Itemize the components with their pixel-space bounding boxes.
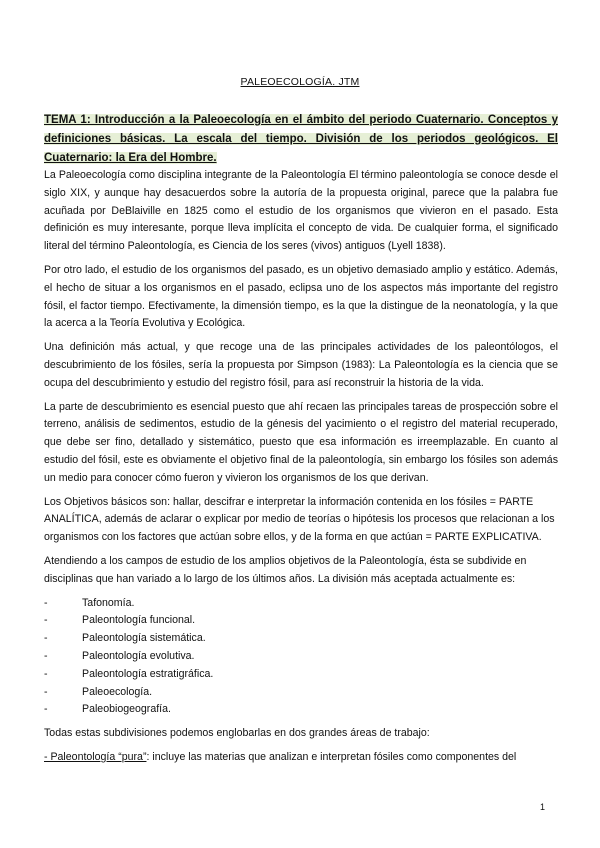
list-marker: - bbox=[44, 596, 48, 609]
list-item-text: Paleontología sistemática. bbox=[82, 632, 206, 645]
paragraph-definition: La Paleoecología como disciplina integrante de la Paleontología El término paleontología se conoce desde el siglo XIX, y aunque hay desacuerdos sobre la autoría de la propuesta original, parece que la palabra fue acuñada por DeBlaiville en 1825 como el estudio de los organismos que vivieron en el pasado. Esta definición es muy interesante, porque lleva implícita el concepto de vida. De cualquier forma, el significado literal del término Paleontología, es Ciencia de los seres (vivos) antiguos (Lyell 1838). bbox=[44, 169, 558, 253]
list-item-text: Paleobiogeografía. bbox=[82, 703, 171, 716]
list-marker: - bbox=[44, 614, 48, 627]
list-item-text: Paleontología estratigráfica. bbox=[82, 667, 214, 680]
list-item bbox=[44, 630, 558, 648]
paragraph-time-factor: Por otro lado, el estudio de los organismos del pasado, es un objetivo demasiado amplio y estático. Además, el hecho de situar a los organismos en el pasado, eclipsa uno de los aspectos más importante del registro fósil, el factor tiempo. Efectivamente, la dimensión tiempo, es la que la distingue de la neonatología, y la que la acerca a la Teoría Evolutiva y Ecológica. bbox=[44, 263, 558, 330]
list-item bbox=[44, 648, 558, 666]
paragraph-objectives: Los Objetivos básicos son: hallar, descifrar e interpretar la información contenida en los fósiles = PARTE ANALÍTICA, además de aclarar o explicar por medio de teorías o hipótesis los procesos que relacionan a los organismos con los factores que actúan sobre ellos, y de la forma en que actúan = PARTE EXPLICATIVA. bbox=[44, 495, 555, 544]
paragraph-simpson: Una definición más actual, y que recoge una de las principales actividades de los paleontólogos, el descubrimiento de los fósiles, sería la propuesta por Simpson (1983): La Paleontología es la ciencia que se ocupa del descubrimiento y estudio del registro fósil, para así reconstruir la historia de la vida. bbox=[44, 341, 558, 389]
list-item-text: Paleontología funcional. bbox=[82, 614, 196, 627]
list-marker: - bbox=[44, 685, 48, 698]
list-marker: - bbox=[44, 667, 48, 680]
paragraph-pure-paleontology bbox=[44, 749, 558, 767]
paragraph-summary: Todas estas subdivisiones podemos englobarlas en dos grandes áreas de trabajo: bbox=[44, 727, 430, 740]
pure-paleontology-text: : incluye las materias que analizan e interpretan fósiles como componentes del bbox=[146, 750, 517, 763]
page-number: 1 bbox=[539, 802, 545, 812]
paragraph-discovery: La parte de descubrimiento es esencial puesto que ahí recaen las principales tareas de prospección sobre el terreno, análisis de sedimentos, estudio de la génesis del yacimiento o el registro del material recuperado, que debe ser fino, detallado y sistemático, puesto que esa información es irreemplazable. En cuanto al estudio del fósil, este es obviamente el objetivo final de la paleontología, sin embargo los fósiles son además un medio para conocer cómo fueron y vivieron los organismos de los que derivan. bbox=[44, 400, 558, 484]
list-item bbox=[44, 612, 558, 630]
section-heading bbox=[44, 111, 558, 168]
document-title: PALEOECOLOGÍA. JTM bbox=[240, 76, 360, 88]
list-item-text: Paleontología evolutiva. bbox=[82, 649, 195, 662]
paragraph-subdivisions: Atendiendo a los campos de estudio de los amplios objetivos de la Paleontología, ésta se subdivide en disciplinas que han variado a lo largo de los últimos años. La división más aceptada actualmente es: bbox=[44, 554, 527, 585]
list-item bbox=[44, 666, 558, 684]
disciplines-list bbox=[44, 595, 558, 720]
section-heading-text: TEMA 1: Introducción a la Paleoecología en el ámbito del periodo Cuaternario. Conceptos y definiciones básicas. La escala del tiempo. División de los periodos geológicos. El Cuaternario: la Era del Hombre. bbox=[44, 114, 558, 164]
list-marker: - bbox=[44, 632, 48, 645]
list-item bbox=[44, 701, 558, 719]
pure-paleontology-label: - Paleontología “pura” bbox=[44, 750, 147, 763]
list-item bbox=[44, 684, 558, 702]
list-item-text: Paleoecología. bbox=[82, 685, 153, 698]
list-marker: - bbox=[44, 649, 48, 662]
list-item-text: Tafonomía. bbox=[82, 596, 135, 609]
list-marker: - bbox=[44, 703, 48, 716]
document-body bbox=[44, 167, 558, 773]
list-item bbox=[44, 595, 558, 613]
